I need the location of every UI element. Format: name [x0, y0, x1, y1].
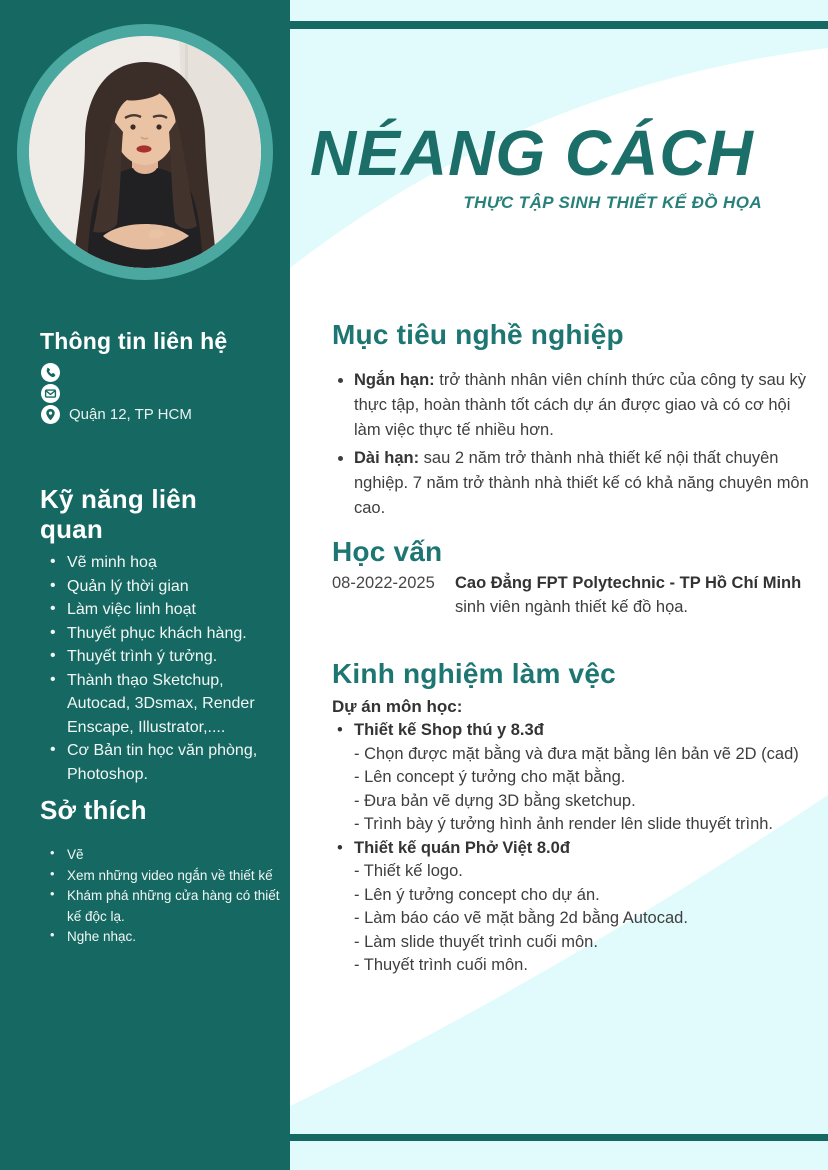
list-item: • Vẽ minh hoạ — [46, 551, 278, 575]
mail-icon — [41, 384, 60, 403]
education-section — [332, 535, 818, 619]
objective-lead: Dài hạn: — [354, 449, 420, 467]
project-name-row — [332, 719, 818, 743]
header — [290, 116, 828, 213]
portrait-illustration — [29, 36, 261, 268]
contact-list — [41, 362, 192, 425]
objective-title: Mục tiêu nghề nghiệp — [332, 319, 624, 350]
education-school: Cao Đẳng FPT Polytechnic - TP Hồ Chí Minh — [455, 574, 802, 592]
phone-icon — [41, 363, 60, 382]
project-task: - Chọn được mặt bằng và đưa mặt bằng lên bản vẽ 2D (cad) — [354, 744, 799, 763]
project-task: - Thiết kế logo. — [354, 862, 463, 880]
project-entry — [332, 837, 818, 978]
contact-item-location — [41, 404, 192, 425]
bullet-dot: • — [337, 838, 343, 857]
bullet-dot: • — [337, 721, 343, 739]
top-accent-bar — [290, 21, 828, 29]
project-name: Thiết kế quán Phở Việt 8.0đ — [354, 838, 570, 857]
list-item: • Nghe nhạc. — [46, 927, 284, 948]
project-task: - Làm báo cáo vẽ mặt bằng 2d bằng Autocad. — [354, 909, 688, 927]
skills-list — [46, 551, 278, 786]
location-icon — [41, 405, 60, 424]
main-panel — [290, 0, 828, 1170]
list-item: • Vẽ — [46, 845, 284, 866]
list-item: • Làm việc linh hoạt — [46, 598, 278, 622]
contact-item-mail — [41, 383, 192, 404]
project-task: - Trình bày ý tưởng hình ảnh render lên slide thuyết trình. — [354, 815, 774, 833]
profile-photo-ring — [17, 24, 273, 280]
contact-item-phone — [41, 362, 192, 383]
candidate-name: NÉANG CÁCH — [310, 117, 754, 189]
list-item — [354, 446, 818, 521]
list-item: • Quản lý thời gian — [46, 575, 278, 599]
project-task: - Lên concept ý tưởng cho mặt bằng. — [354, 768, 626, 786]
project-task: - Lên ý tưởng concept cho dự án. — [354, 885, 600, 904]
education-detail-block — [455, 571, 801, 619]
candidate-role-subtitle: THỰC TẬP SINH THIẾT KẾ ĐỒ HỌA — [463, 193, 762, 212]
contact-location-text: Quận 12, TP HCM — [69, 406, 192, 423]
experience-section — [332, 657, 818, 978]
objective-text: sau 2 năm trở thành nhà thiết kế nội thất chuyên nghiệp. 7 năm trở thành nhà thiết kế có khả năng chuyên môn cao. — [354, 449, 809, 517]
skills-section-title: Kỹ năng liên quan — [40, 484, 197, 545]
list-item: • Xem những video ngắn về thiết kế — [46, 866, 284, 887]
education-title: Học vấn — [332, 536, 443, 567]
project-name-row — [332, 837, 818, 861]
list-item: • Cơ Bản tin học văn phòng, Photoshop. — [46, 739, 278, 786]
sidebar — [0, 0, 290, 1170]
list-item: • Thuyết trình ý tưởng. — [46, 645, 278, 669]
list-item: • Thuyết phục khách hàng. — [46, 622, 278, 646]
list-item — [354, 368, 818, 443]
project-task: - Đưa bản vẽ dựng 3D bằng sketchup. — [354, 791, 636, 810]
list-item: • Khám phá những cửa hàng có thiết kế độc lạ. — [46, 886, 284, 927]
profile-photo — [29, 36, 261, 268]
contact-section-title: Thông tin liên hệ — [40, 328, 228, 354]
hobbies-section-title: Sở thích — [40, 795, 147, 825]
project-entry — [332, 719, 818, 837]
experience-group-label: Dự án môn học: — [332, 697, 463, 716]
list-item: • Thành thạo Sketchup, Autocad, 3Dsmax, Render Enscape, Illustrator,.... — [46, 669, 278, 740]
objective-section — [332, 318, 818, 524]
objective-lead: Ngắn hạn: — [354, 371, 435, 389]
experience-title: Kinh nghiệm làm vệc — [332, 658, 616, 689]
education-period: 08-2022-2025 — [332, 574, 435, 592]
education-entry — [332, 571, 818, 619]
objective-list — [332, 368, 818, 521]
education-major: sinh viên ngành thiết kế đồ họa. — [455, 598, 689, 616]
project-task: - Thuyết trình cuối môn. — [354, 956, 528, 974]
bottom-accent-bar — [290, 1134, 828, 1141]
project-name: Thiết kế Shop thú y 8.3đ — [354, 721, 544, 739]
project-task: - Làm slide thuyết trình cuối môn. — [354, 932, 598, 951]
objective-text: trở thành nhân viên chính thức của công ty sau kỳ thực tập, hoàn thành tốt cách dự án được giao và có cơ hội làm việc thực tế nhiều hơn. — [354, 371, 807, 439]
hobbies-list — [46, 845, 284, 948]
